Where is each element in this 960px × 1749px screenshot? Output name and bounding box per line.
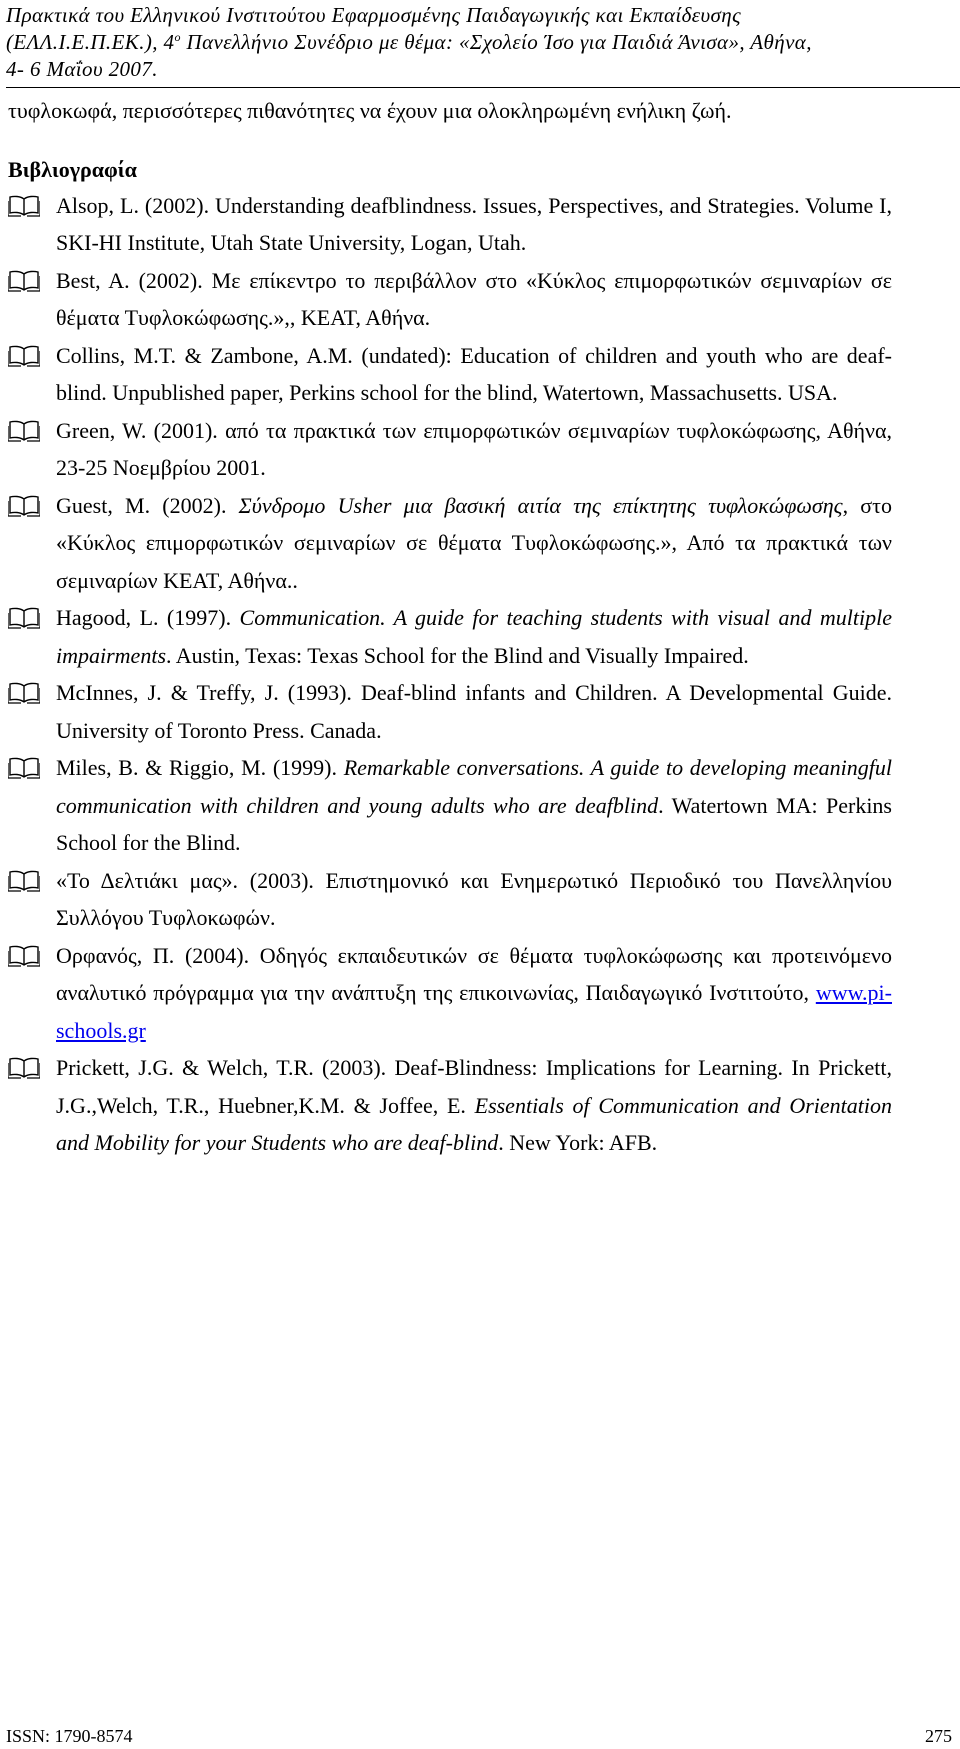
bibliography-entry-text: McInnes, J. & Treffy, J. (1993). Deaf-blind infants and Children. A Developmental Guide. University of Toronto Press. Canada. [56,680,892,743]
entry-author-year: Prickett, J.G. & Welch, T.R. (2003). Deaf-Blindness: Implications for Learning. In Prickett, J.G.,Welch, T.R., Huebner,K.M. & Joffee, E. [56,1055,892,1118]
open-book-icon [8,270,40,292]
running-header [6,2,954,83]
intro-text: τυφλοκωφά, περισσότερες πιθανότητες να έχουν μια ολοκληρωμένη ενήλικη ζωή. [8,98,732,123]
header-line-2 [6,29,954,56]
entry-italic-title: Communication. A guide for teaching students with visual and multiple impairments [56,605,892,668]
bibliography-entry-text: Best, A. (2002). Με επίκεντρο το περιβάλλον στο «Κύκλος επιμορφωτικών σεμιναρίων σε θέματα Τυφλοκώφωσης.»,, ΚΕΑΤ, Αθήνα. [56,267,892,330]
header-line-2-pre: (ΕΛΛ.Ι.Ε.Π.ΕΚ.), 4 [6,30,175,54]
header-line-3: 4- 6 Μαΐου 2007. [6,57,158,81]
open-book-icon [8,757,40,779]
bibliography-entry [8,187,892,262]
open-book-icon [8,345,40,367]
entry-italic-title: Remarkable conversations. A guide to developing meaningful communication with children and young adults who are deafblind [56,755,892,818]
bibliography-entry [8,412,892,487]
bibliography-entry [8,487,892,600]
header-line-1: Πρακτικά του Ελληνικού Ινστιτούτου Εφαρμοσμένης Παιδαγωγικής και Εκπαίδευσης [6,3,741,27]
open-book-icon [8,870,40,892]
entry-author-year: Guest, M. (2002). [56,492,239,518]
header-line-2-sup: ο [174,30,181,44]
open-book-icon [8,1057,40,1079]
header-divider [6,87,960,88]
bibliography-entry [8,862,892,937]
bibliography-entry [8,749,892,862]
entry-rest: . New York: AFB. [498,1130,658,1155]
bibliography-entry-text: Green, W. (2001). από τα πρακτικά των επιμορφωτικών σεμιναρίων τυφλοκώφωσης, Αθήνα, 23-25 Νοεμβρίου 2001. [56,417,892,480]
bibliography-entry [8,937,892,1050]
bibliography-list [8,187,892,1162]
entry-rest: . Watertown MA: Perkins School for the Blind. [56,792,892,855]
open-book-icon [8,195,40,217]
bibliography-entry-text [56,755,892,855]
main-content [8,92,892,1162]
entry-author-year: Ορφανός, Π. (2004). Οδηγός εκπαιδευτικών σε θέματα τυφλοκώφωσης και προτεινόμενο αναλυτικό πρόγραμμα για την ανάπτυξη της επικοινωνίας, Παιδαγωγικό Ινστιτούτο, [56,942,892,1005]
open-book-icon [8,682,40,704]
bibliography-entry [8,262,892,337]
bibliography-entry-text [56,1055,892,1155]
bibliography-entry-text [56,605,892,668]
pi-schools-link[interactable]: www.pi-schools.gr [56,980,892,1043]
bibliography-entry [8,1049,892,1162]
footer-issn: ISSN: 1790-8574 [6,1726,133,1746]
open-book-icon [8,420,40,442]
bibliography-entry-text: Alsop, L. (2002). Understanding deafblindness. Issues, Perspectives, and Strategies. Volume I, SKI-HI Institute, Utah State University, Logan, Utah. [56,192,892,255]
bibliography-entry-text [56,943,892,1043]
entry-italic-title: Essentials of Communication and Orientation and Mobility for your Students who are deaf-blind [56,1092,892,1155]
entry-author-year: Hagood, L. (1997). [56,605,240,630]
open-book-icon [8,945,40,967]
bibliography-entry [8,337,892,412]
header-line-2-post: Πανελλήνιο Συνέδριο με θέμα: «Σχολείο Ίσο για Παιδιά Άνισα», Αθήνα, [180,30,812,54]
bibliography-entry [8,599,892,674]
open-book-icon [8,607,40,629]
bibliography-entry [8,674,892,749]
bibliography-heading: Βιβλιογραφία [8,156,137,182]
bibliography-entry-text: Collins, M.T. & Zambone, A.M. (undated): Education of children and youth who are deaf-blind. Unpublished paper, Perkins school for the blind, Watertown, Massachusetts. USA. [56,342,892,405]
footer-page-number: 275 [925,1726,952,1746]
bibliography-entry-text [56,493,892,593]
open-book-icon [8,495,40,517]
entry-author-year: Miles, B. & Riggio, M. (1999). [56,755,344,780]
entry-rest: . Austin, Texas: Texas School for the Blind and Visually Impaired. [166,642,749,668]
entry-rest: , στο «Κύκλος επιμορφωτικών σεμιναρίων σε θέματα Τυφλοκώφωσης.», Από τα πρακτικά των σεμιναρίων ΚΕΑΤ, Αθήνα.. [56,492,892,593]
bibliography-entry-text: «Το Δελτιάκι μας». (2003). Επιστημονικό και Ενημερωτικό Περιοδικό του Πανελληνίου Συλλόγου Τυφλοκωφών. [56,867,892,930]
entry-italic-title: Σύνδρομο Usher μια βασική αιτία της επίκτητης τυφλοκώφωσης [238,492,843,518]
